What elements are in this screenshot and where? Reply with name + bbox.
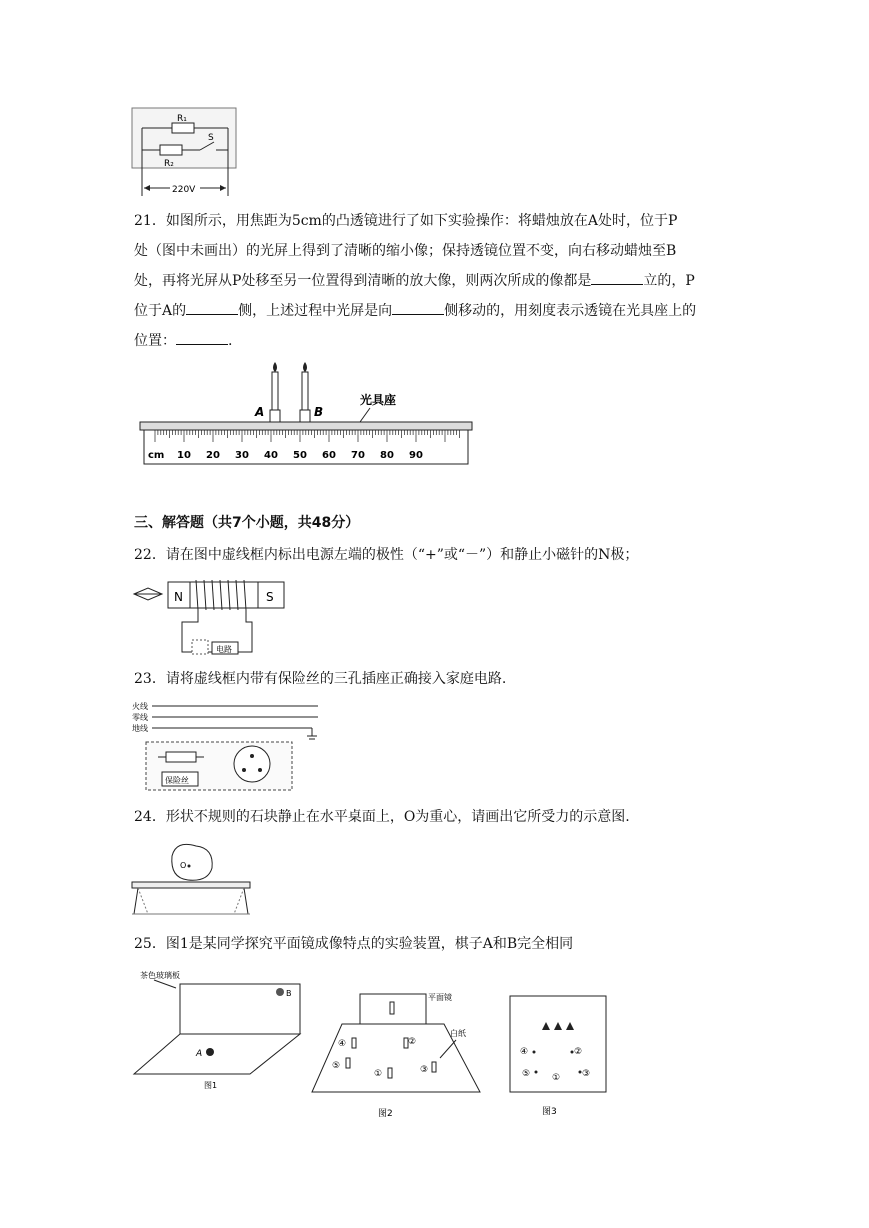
ground-wire-label: 地线 (132, 724, 148, 733)
fuse-label: 保险丝 (165, 776, 189, 785)
figure-20-circuit (130, 106, 240, 198)
section-3-heading: 三、解答题（共7个小题，共48分） (134, 515, 360, 531)
ruler-tick-label: 40 (264, 450, 278, 461)
ruler-tick-label: 30 (235, 450, 249, 461)
pos-3-fig3: ③ (582, 1069, 591, 1079)
question-24: 24．形状不规则的石块静止在水平桌面上，O为重心，请画出它所受力的示意图. (134, 809, 630, 825)
ruler-tick-label: 10 (177, 450, 191, 461)
question-22: 22．请在图中虚线框内标出电源左端的极性（“+”或“－”）和静止小磁针的N极； (134, 547, 639, 563)
question-25: 25．图1是某同学探究平面镜成像特点的实验装置，棋子A和B完全相同 (134, 936, 574, 952)
neutral-wire-label: 零线 (132, 713, 148, 722)
q21-line1: 21．如图所示，用焦距为5cm的凸透镜进行了如下实验操作：将蜡烛放在A处时，位于P (134, 213, 678, 229)
q21-line2: 处（图中未画出）的光屏上得到了清晰的缩小像；保持透镜位置不变，向右移动蜡烛至B (134, 243, 677, 259)
pos-3-fig2: ③ (420, 1065, 429, 1075)
figure-24-stone-on-table (130, 838, 252, 918)
pole-s: S (266, 590, 274, 604)
question-23: 23．请将虚线框内带有保险丝的三孔插座正确接入家庭电路. (134, 671, 507, 687)
figure-25-1-glass-setup (130, 964, 310, 1092)
ruler-tick-label: 50 (293, 450, 307, 461)
answer-blank-1[interactable] (591, 270, 643, 285)
circuit-label: 电路 (216, 645, 232, 654)
glass-plate-label: 茶色玻璃板 (140, 971, 180, 980)
pos-1-fig3: ① (552, 1073, 561, 1083)
q21-line3: 处，再将光屏从P处移至另一位置得到清晰的放大像，则两次所成的像都是 立的，P (134, 266, 744, 296)
pos-5-fig2: ⑤ (332, 1061, 341, 1071)
mirror-label: 平面镜 (428, 993, 452, 1002)
unit-label: cm (148, 450, 165, 461)
pos-4-fig3: ④ (520, 1047, 529, 1057)
label-b: B (314, 405, 324, 419)
ruler-tick-label: 20 (206, 450, 220, 461)
figure-3-caption: 图3 (542, 1107, 557, 1117)
question-21 (134, 206, 744, 356)
piece-b-label: B (286, 989, 292, 998)
q21-line4: 位于A的 侧，上述过程中光屏是向 侧移动的，用刻度表示透镜在光具座上的 (134, 296, 744, 326)
ruler-tick-label: 80 (380, 450, 394, 461)
answer-blank-4[interactable] (176, 330, 228, 345)
r1-label: R₁ (177, 114, 187, 124)
figure-21-optical-bench (138, 360, 483, 470)
pos-4-fig2: ④ (338, 1039, 347, 1049)
figure-23-household-circuit (132, 700, 322, 794)
pos-5-fig3: ⑤ (522, 1069, 531, 1079)
voltage-label: 220V (172, 185, 196, 195)
live-wire-label: 火线 (132, 702, 148, 711)
pos-1-fig2: ① (374, 1069, 383, 1079)
r2-label: R₂ (164, 159, 174, 169)
center-of-gravity-label: O (180, 861, 187, 870)
bench-label: 光具座 (360, 393, 397, 407)
figure-25-3-marks (508, 994, 608, 1118)
figure-25-2-trace-paper (310, 988, 490, 1118)
label-a: A (255, 405, 265, 419)
ruler-tick-label: 90 (409, 450, 423, 461)
answer-blank-2[interactable] (186, 300, 238, 315)
pos-2-fig3: ② (574, 1047, 583, 1057)
pole-n: N (174, 590, 183, 604)
answer-blank-3[interactable] (392, 300, 444, 315)
white-paper-label: 白纸 (450, 1029, 466, 1038)
pos-2-fig2: ② (408, 1037, 417, 1047)
ruler-tick-label: 60 (322, 450, 336, 461)
figure-2-caption: 图2 (378, 1109, 393, 1118)
ruler-tick-label: 70 (351, 450, 365, 461)
q21-line5: 位置： . (134, 326, 744, 356)
piece-a-label: A (196, 1049, 203, 1059)
figure-1-caption: 图1 (204, 1081, 218, 1090)
switch-label: S (208, 133, 214, 143)
figure-22-solenoid (130, 578, 290, 660)
